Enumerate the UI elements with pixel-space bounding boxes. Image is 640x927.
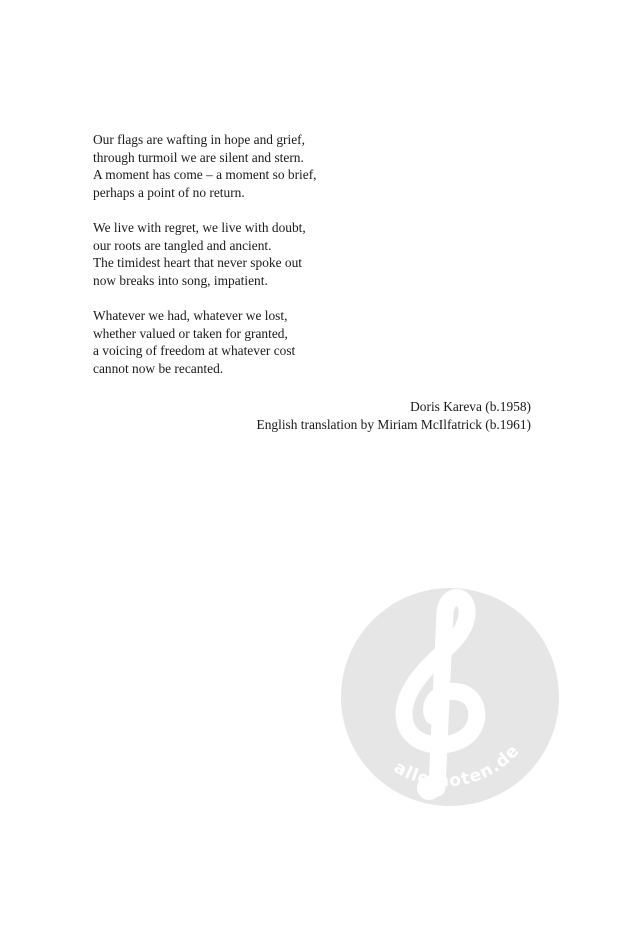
poem-line: cannot now be recanted. xyxy=(93,360,224,376)
stanza-1 xyxy=(93,131,393,201)
poem-line: perhaps a point of no return. xyxy=(93,184,245,200)
credits xyxy=(257,398,531,434)
stanza-2 xyxy=(93,219,393,289)
poem-line: Our flags are wafting in hope and grief, xyxy=(93,132,305,147)
poem-line: through turmoil we are silent and stern. xyxy=(93,149,304,165)
poem-line: a voicing of freedom at whatever cost xyxy=(93,343,296,358)
poem-line: now breaks into song, impatient. xyxy=(93,272,268,288)
poem-line: whether valued or taken for granted, xyxy=(93,325,288,341)
poem xyxy=(93,131,393,395)
poem-line: our roots are tangled and ancient. xyxy=(93,237,272,253)
treble-clef-icon xyxy=(341,588,559,806)
translation-credit: English translation by Miriam McIlfatrick (b.1961) xyxy=(256,417,531,432)
stanza-3 xyxy=(93,307,393,377)
poem-line: We live with regret, we live with doubt, xyxy=(93,220,306,235)
poem-line: Whatever we had, whatever we lost, xyxy=(93,308,288,323)
watermark-text: alle-noten.de xyxy=(390,740,524,792)
watermark xyxy=(341,588,559,806)
author-credit: Doris Kareva (b.1958) xyxy=(410,399,531,414)
poem-line: A moment has come – a moment so brief, xyxy=(93,167,317,182)
poem-line: The timidest heart that never spoke out xyxy=(93,255,302,270)
